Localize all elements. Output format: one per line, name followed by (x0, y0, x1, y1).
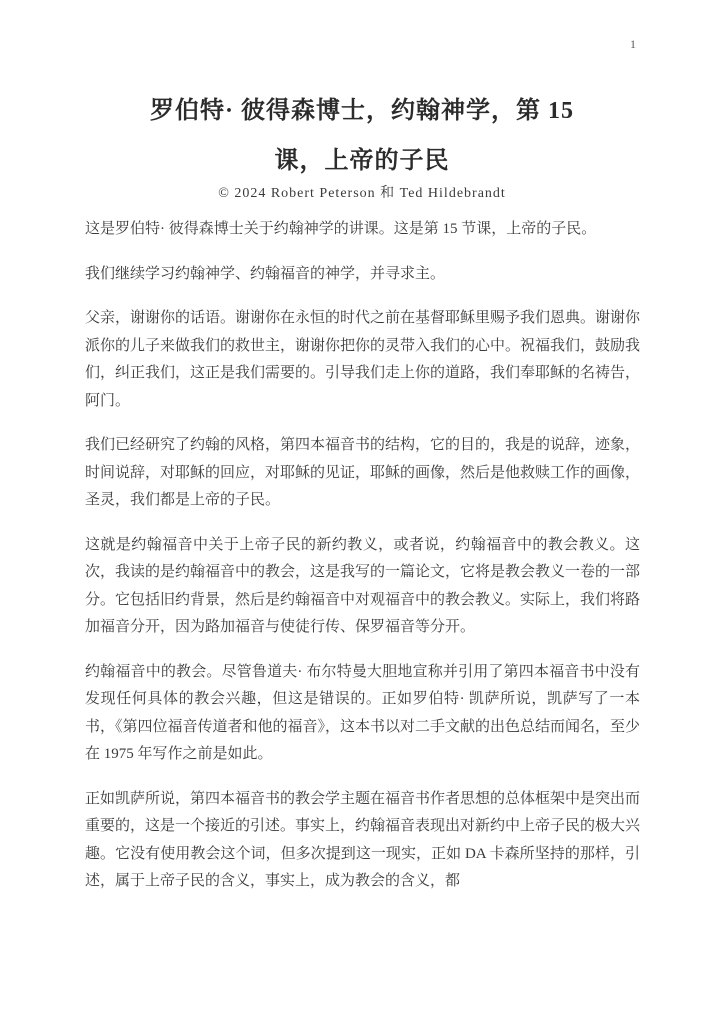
paragraph: 正如凯萨所说，第四本福音书的教会学主题在福音书作者思想的总体框架中是突出而重要的，这是一个接近的引述。事实上，约翰福音表现出对新约中上帝子民的极大兴趣。它没有使用教会这个词，但多次提到这一现实，正如 DA 卡森所坚持的那样，引述，属于上帝子民的含义，事实上，成为教会的含义，都 (85, 790, 641, 889)
copyright-line: © 2024 Robert Peterson 和 Ted Hildebrandt (218, 186, 506, 201)
document-title-line-2: 课，上帝的子民 (274, 148, 450, 174)
paragraph: 这就是约翰福音中关于上帝子民的新约教义，或者说，约翰福音中的教会教义。这次，我读的是约翰福音中的教会，这是我写的一篇论文，它将是教会教义一卷的一部分。它包括旧约背景，然后是约翰福音中对观福音中的教会教义。实际上，我们将路加福音分开，因为路加福音与使徒行传、保罗福音等分开。 (85, 536, 641, 635)
page-number: 1 (630, 37, 636, 51)
paragraph: 我们继续学习约翰神学、约翰福音的神学，并寻求主。 (85, 265, 446, 282)
paragraph: 约翰福音中的教会。尽管鲁道夫· 布尔特曼大胆地宣称并引用了第四本福音书中没有发现任何具体的教会兴趣，但这是错误的。正如罗伯特· 凯萨所说，凯萨写了一本书，《第四位福音传道者和他的福音》，这本书以对二手文献的出色总结而闻名，至少在 1975 年写作之前是如此。 (85, 663, 641, 762)
document-title-line-1: 罗伯特· 彼得森博士，约翰神学，第 15 (149, 98, 574, 124)
paragraph: 我们已经研究了约翰的风格，第四本福音书的结构，它的目的，我是的说辞，迹象，时间说辞，对耶稣的回应，对耶稣的见证，耶稣的画像，然后是他救赎工作的画像，圣灵，我们都是上帝的子民。 (85, 437, 641, 508)
document-body (85, 216, 640, 896)
paragraph: 这是罗伯特· 彼得森博士关于约翰神学的讲课。这是第 15 节课，上帝的子民。 (85, 221, 597, 237)
document-title (0, 0, 724, 186)
paragraph: 父亲，谢谢你的话语。谢谢你在永恒的时代之前在基督耶稣里赐予我们恩典。谢谢你派你的儿子来做我们的救世主，谢谢你把你的灵带入我们的心中。祝福我们，鼓励我们，纠正我们，这正是我们需要的。引导我们走上你的道路，我们奉耶稣的名祷告，阿门。 (85, 310, 641, 409)
